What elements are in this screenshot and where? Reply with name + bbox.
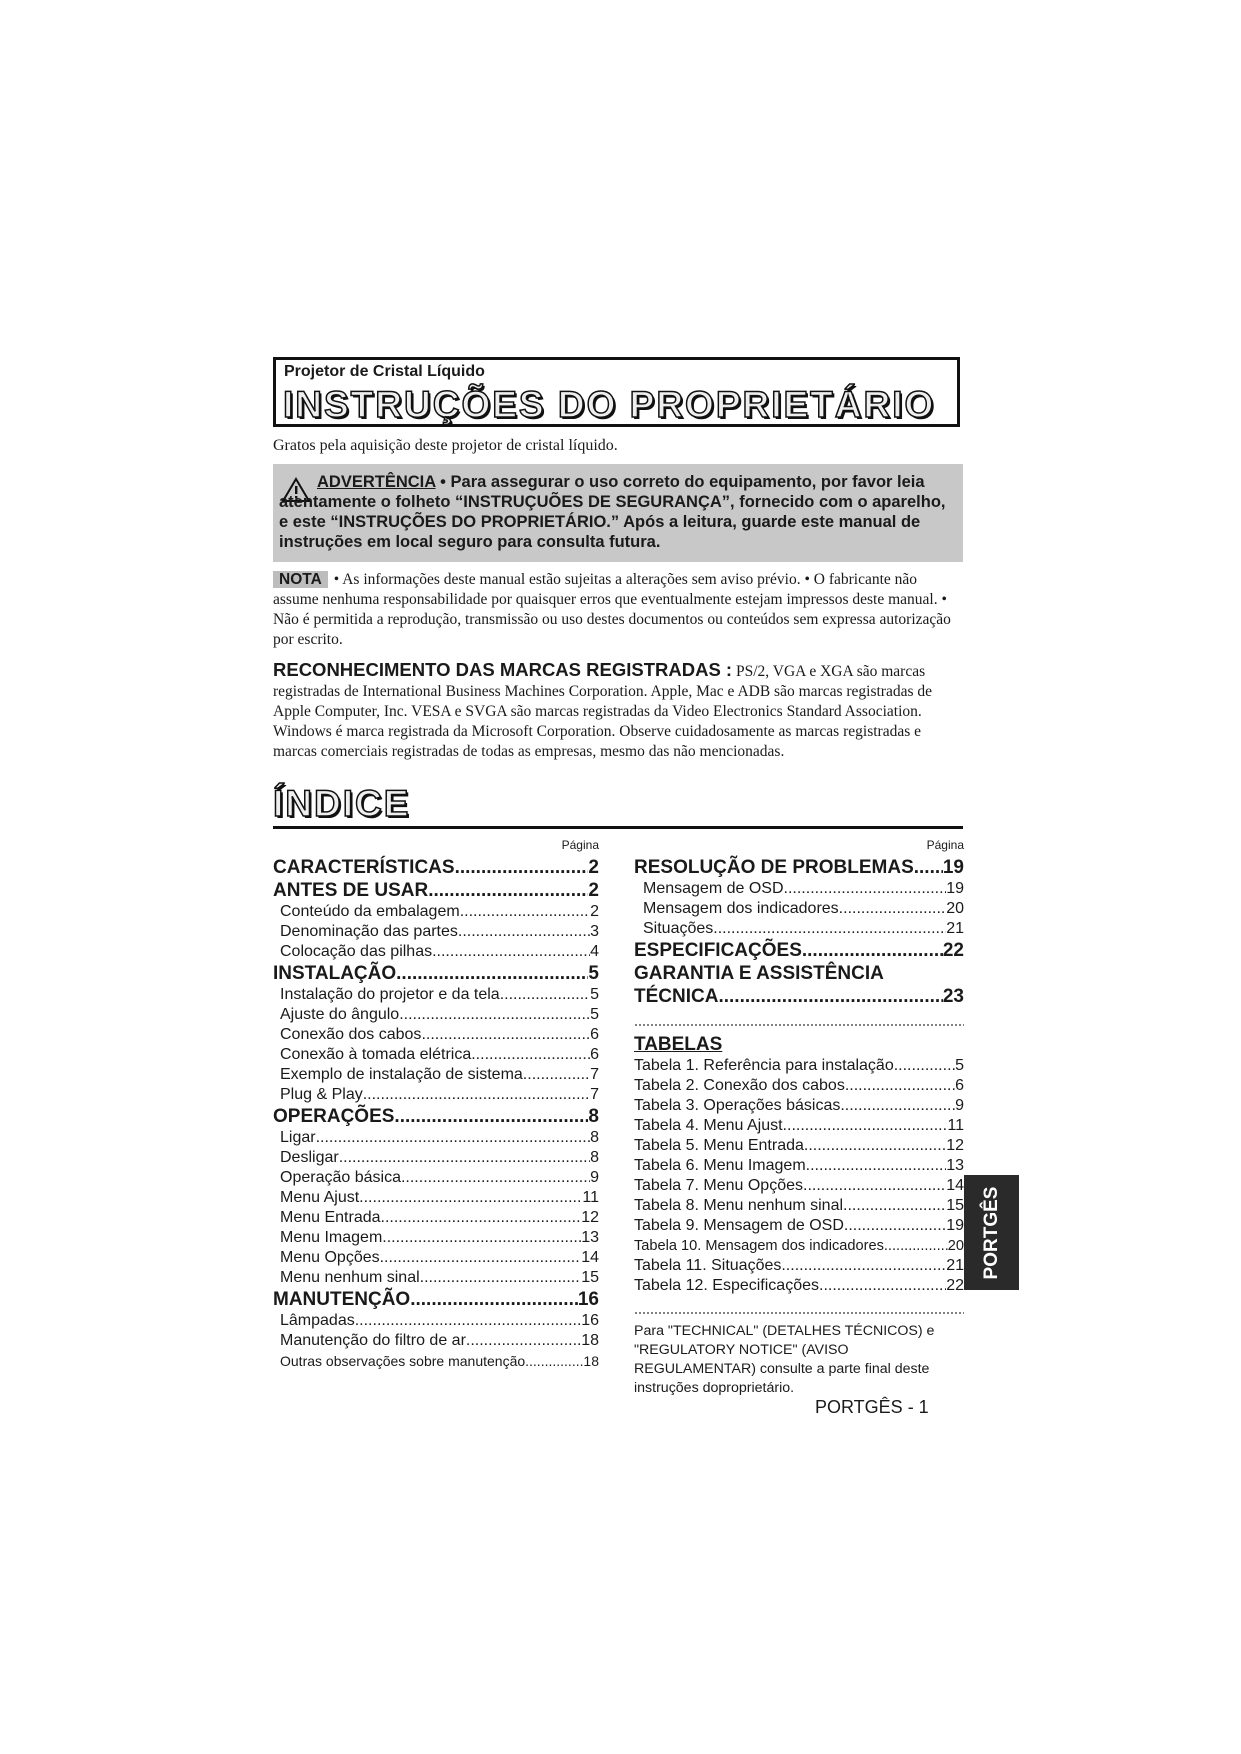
toc-leader-dots <box>783 1116 948 1136</box>
toc-leader-dots <box>355 1311 581 1331</box>
toc-entry-page: 22 <box>946 1277 964 1294</box>
index-divider <box>273 826 963 829</box>
trademarks-heading: RECONHECIMENTO DAS MARCAS REGISTRADAS : <box>273 659 733 680</box>
toc-leader-dots <box>806 1156 947 1176</box>
toc-entry-title: Situações <box>643 920 714 937</box>
toc-leader-dots <box>394 1105 588 1128</box>
toc-entry-page: 21 <box>946 920 964 937</box>
toc-entry-title: Conexão dos cabos <box>280 1026 422 1043</box>
toc-leader-dots <box>410 1288 578 1311</box>
toc-entry-page: 12 <box>946 1137 964 1154</box>
toc-entry-page: 18 <box>583 1353 599 1369</box>
toc-entry-title: Tabela 4. Menu Ajust <box>634 1117 783 1134</box>
toc-entry-title: Menu Opções <box>280 1249 380 1266</box>
table-list-item <box>634 1076 964 1096</box>
toc-entry <box>273 1025 599 1045</box>
toc-leader-dots <box>784 879 947 899</box>
toc-leader-dots <box>363 1085 590 1105</box>
toc-entry-title: Tabela 3. Operações básicas <box>634 1097 841 1114</box>
toc-entry-title: Menu Imagem <box>280 1229 383 1246</box>
toc-entry-title: INSTALAÇÃO <box>273 963 397 984</box>
toc-entry <box>273 1268 599 1288</box>
toc-entry-page: 9 <box>590 1169 599 1186</box>
toc-entry <box>273 942 599 962</box>
toc-entry-title: Tabela 8. Menu nenhum sinal <box>634 1197 844 1214</box>
toc-leader-dots <box>523 1065 590 1085</box>
toc-entry-title: Menu Ajust <box>280 1189 360 1206</box>
toc-entry-page: 7 <box>590 1086 599 1103</box>
trademarks-paragraph <box>273 660 963 762</box>
toc-leader-dots <box>382 1228 581 1248</box>
toc-entry-title: MANUTENÇÃO <box>273 1289 411 1310</box>
toc-entry-title: Tabela 11. Situações <box>634 1257 782 1274</box>
toc-entry-page: 19 <box>942 857 964 878</box>
toc-leader-dots <box>471 1045 590 1065</box>
toc-entry-title: Instalação do projetor e da tela <box>280 986 500 1003</box>
toc-leader-dots <box>455 856 589 879</box>
toc-entry-title: Operação básica <box>280 1169 401 1186</box>
dotted-separator <box>634 1024 964 1026</box>
toc-entry-page: 18 <box>581 1332 599 1349</box>
warning-box <box>273 464 963 562</box>
toc-entry-title: ESPECIFICAÇÕES <box>634 940 802 961</box>
toc-entry-page: 8 <box>590 1129 599 1146</box>
toc-entry-page: 5 <box>955 1057 964 1074</box>
toc-entry-title: Tabela 2. Conexão dos cabos <box>634 1077 845 1094</box>
toc-entry-title: Conexão à tomada elétrica <box>280 1046 472 1063</box>
toc-entry-page: 6 <box>955 1077 964 1094</box>
toc-leader-dots <box>401 1168 590 1188</box>
table-list-item <box>634 1276 964 1296</box>
toc-leader-dots <box>421 1025 590 1045</box>
toc-entry-title: Conteúdo da embalagem <box>280 903 460 920</box>
toc-entry-page: 20 <box>946 900 964 917</box>
toc-entry <box>273 1248 599 1268</box>
nota-paragraph <box>273 570 963 650</box>
toc-entry-title: Desligar <box>280 1149 339 1166</box>
table-list-item <box>634 1236 964 1256</box>
toc-entry-page: 8 <box>590 1149 599 1166</box>
toc-entry-page: 15 <box>581 1269 599 1286</box>
warning-text <box>279 472 954 552</box>
toc-entry-title: Tabela 1. Referência para instalação <box>634 1057 894 1074</box>
tables-list <box>634 1056 964 1296</box>
toc-entry-title: Tabela 12. Especificações <box>634 1277 819 1294</box>
toc-leader-dots <box>781 1256 946 1276</box>
toc-leader-dots <box>399 1005 590 1025</box>
toc-entry-page: 9 <box>955 1097 964 1114</box>
toc-entry <box>634 879 964 899</box>
nota-badge: NOTA <box>273 571 328 588</box>
toc-leader-dots <box>845 1076 955 1096</box>
toc-leader-dots <box>420 1268 582 1288</box>
toc-entry-page: 23 <box>942 986 964 1007</box>
toc-leader-dots <box>381 1208 582 1228</box>
toc-entry-page: 19 <box>946 1217 964 1234</box>
table-list-item <box>634 1256 964 1276</box>
toc-leader-dots <box>316 1128 591 1148</box>
warning-body: • Para assegurar o uso correto do equipamento, por favor leia atentamente o folheto “INSTRUÇUÕES DE SEGURANÇA”, fornecido com o aparelho, e este “INSTRUÇÕES DO PROPRIETÁRIO.” Após a leitura, guarde este manual de instruções em local seguro para consulta futura. <box>279 473 946 551</box>
toc-leader-dots <box>803 1176 946 1196</box>
toc-entry <box>273 1005 599 1025</box>
trademarks-text: PS/2, VGA e XGA são marcas registradas de International Business Machines Corporation. Apple, Mac e ADB são marcas registradas de Apple Computer, Inc. VESA e SVGA são marcas registradas da Video Electronics Standard Association. Windows é marca registrada da Microsoft Corporation. Observe cuidadosamente as marcas registradas e marcas comerciais registradas de todas as empresas, mesmo das não mencionadas. <box>273 663 932 760</box>
table-list-item <box>634 1156 964 1176</box>
toc-entry-title: Lâmpadas <box>280 1312 355 1329</box>
toc-leader-dots <box>844 1216 946 1236</box>
toc-entry-page: 19 <box>946 880 964 897</box>
page-column-label: Página <box>561 838 599 852</box>
toc-entry <box>273 1105 599 1128</box>
toc-leader-dots <box>843 1196 946 1216</box>
toc-entry <box>273 879 599 902</box>
toc-entry-page: 2 <box>588 857 599 878</box>
toc-entry-page: 11 <box>947 1117 964 1134</box>
technical-note: Para "TECHNICAL" (DETALHES TÉCNICOS) e "REGULATORY NOTICE" (AVISO REGULAMENTAR) consulte a parte final deste instruções doproprietário. <box>634 1323 935 1396</box>
table-list-item <box>634 1056 964 1076</box>
toc-entry-title: RESOLUÇÃO DE PROBLEMAS <box>634 857 914 878</box>
toc-leader-dots <box>525 1351 583 1371</box>
index-left-column <box>273 838 599 1371</box>
toc-entry <box>273 922 599 942</box>
language-side-tab <box>964 1175 1019 1290</box>
toc-leader-dots <box>914 856 943 879</box>
toc-entry-title: Ligar <box>280 1129 316 1146</box>
toc-entry-title: Tabela 10. Mensagem dos indicadores <box>634 1238 884 1254</box>
index-right-list <box>634 856 964 1008</box>
toc-leader-dots <box>500 985 590 1005</box>
toc-entry-title: Ajuste do ângulo <box>280 1006 400 1023</box>
toc-leader-dots <box>718 985 942 1008</box>
toc-entry <box>634 919 964 939</box>
toc-leader-dots <box>713 919 946 939</box>
toc-leader-dots <box>884 1236 948 1256</box>
toc-entry <box>634 962 964 985</box>
toc-entry-page: 14 <box>581 1249 599 1266</box>
thanks-text: Gratos pela aquisição deste projetor de cristal líquido. <box>273 437 618 454</box>
toc-leader-dots <box>359 1188 582 1208</box>
toc-entry-page: 4 <box>590 943 599 960</box>
toc-entry-title: GARANTIA E ASSISTÊNCIA <box>634 963 884 984</box>
toc-entry-page: 7 <box>590 1066 599 1083</box>
toc-entry-page: 21 <box>946 1257 964 1274</box>
toc-entry-title: Outras observações sobre manutenção <box>280 1353 526 1369</box>
toc-entry-title: Mensagem de OSD <box>643 880 784 897</box>
toc-leader-dots <box>380 1248 582 1268</box>
document-subtitle: Projetor de Cristal Líquido <box>284 363 485 380</box>
toc-entry <box>634 856 964 879</box>
toc-leader-dots <box>458 922 590 942</box>
toc-entry-page: 2 <box>588 880 599 901</box>
toc-leader-dots <box>840 1096 955 1116</box>
toc-entry <box>273 1331 599 1351</box>
toc-entry-page: 11 <box>582 1189 599 1206</box>
toc-entry-page: 14 <box>946 1177 964 1194</box>
toc-entry-title: Tabela 9. Mensagem de OSD <box>634 1217 844 1234</box>
toc-entry-title: Manutenção do filtro de ar <box>280 1332 466 1349</box>
toc-entry-title: OPERAÇÕES <box>273 1106 395 1127</box>
toc-leader-dots <box>432 942 590 962</box>
language-side-tab-label: PORTGÊS <box>980 1186 1002 1279</box>
toc-entry-title: Menu nenhum sinal <box>280 1269 420 1286</box>
toc-leader-dots <box>466 1331 581 1351</box>
toc-entry-page: 5 <box>590 986 599 1003</box>
toc-entry-page: 16 <box>581 1312 599 1329</box>
toc-entry-page: 22 <box>942 940 964 961</box>
table-list-item <box>634 1196 964 1216</box>
index-right-column <box>634 838 964 1398</box>
toc-entry <box>273 1228 599 1248</box>
tables-heading: TABELAS <box>634 1034 723 1055</box>
toc-entry-title: ANTES DE USAR <box>273 880 429 901</box>
toc-entry-page: 3 <box>590 923 599 940</box>
page-column-label: Página <box>926 838 964 852</box>
toc-entry-title: Denominação das partes <box>280 923 458 940</box>
toc-entry <box>634 985 964 1008</box>
toc-entry <box>273 1085 599 1105</box>
table-list-item <box>634 1096 964 1116</box>
dotted-separator <box>634 1312 964 1314</box>
toc-entry-page: 2 <box>590 903 599 920</box>
toc-leader-dots <box>396 962 588 985</box>
table-list-item <box>634 1176 964 1196</box>
toc-entry-title: Menu Entrada <box>280 1209 381 1226</box>
toc-entry-page: 5 <box>588 963 599 984</box>
toc-entry-page: 13 <box>946 1157 964 1174</box>
toc-entry-title: TÉCNICA <box>634 986 719 1007</box>
toc-entry <box>273 1128 599 1148</box>
toc-entry-page: 16 <box>577 1289 599 1310</box>
toc-leader-dots <box>819 1276 946 1296</box>
toc-leader-dots <box>894 1056 955 1076</box>
toc-entry-page: 8 <box>588 1106 599 1127</box>
nota-text: • As informações deste manual estão sujeitas a alterações sem aviso prévio. • O fabricante não assume nenhuma responsabilidade por quaisquer erros que eventualmente estejam impressos deste manual. • Não é permitida a reprodução, transmissão ou uso destes documentos ou conteúdos sem expressa autorização por escrito. <box>273 571 951 648</box>
toc-entry-title: Plug & Play <box>280 1086 363 1103</box>
table-list-item <box>634 1136 964 1156</box>
toc-entry <box>273 1168 599 1188</box>
index-left-list <box>273 856 599 1371</box>
toc-entry-page: 20 <box>947 1238 964 1254</box>
toc-entry <box>273 985 599 1005</box>
toc-entry <box>273 902 599 922</box>
toc-leader-dots <box>339 1148 590 1168</box>
toc-entry <box>634 939 964 962</box>
index-title: ÍNDICE <box>273 783 411 824</box>
toc-entry <box>273 1188 599 1208</box>
toc-leader-dots <box>804 1136 946 1156</box>
toc-leader-dots <box>428 879 588 902</box>
warning-label: ADVERTÊNCIA <box>317 473 436 491</box>
toc-entry-title: Exemplo de instalação de sistema <box>280 1066 523 1083</box>
toc-entry-title: Tabela 7. Menu Opções <box>634 1177 803 1194</box>
table-list-item <box>634 1216 964 1236</box>
toc-entry-page: 12 <box>581 1209 599 1226</box>
toc-leader-dots <box>802 939 943 962</box>
toc-entry <box>273 1311 599 1331</box>
toc-entry-title: Mensagem dos indicadores <box>643 900 839 917</box>
toc-entry-page: 6 <box>590 1026 599 1043</box>
document-title: INSTRUÇÕES DO PROPRIETÁRIO <box>283 384 936 425</box>
toc-leader-dots <box>839 899 947 919</box>
toc-entry-title: Tabela 6. Menu Imagem <box>634 1157 806 1174</box>
toc-entry <box>273 1208 599 1228</box>
toc-entry-page: 15 <box>946 1197 964 1214</box>
toc-entry <box>273 1288 599 1311</box>
toc-entry <box>634 899 964 919</box>
toc-entry <box>273 1065 599 1085</box>
toc-entry <box>273 856 599 879</box>
toc-entry <box>273 962 599 985</box>
toc-leader-dots <box>460 902 590 922</box>
toc-entry-title: CARACTERÍSTICAS <box>273 857 455 878</box>
toc-entry-title: Tabela 5. Menu Entrada <box>634 1137 804 1154</box>
toc-entry-page: 6 <box>590 1046 599 1063</box>
toc-entry <box>273 1045 599 1065</box>
toc-entry <box>273 1351 599 1371</box>
toc-entry-page: 13 <box>581 1229 599 1246</box>
toc-entry-page: 5 <box>590 1006 599 1023</box>
table-list-item <box>634 1116 964 1136</box>
toc-entry-title: Colocação das pilhas <box>280 943 433 960</box>
title-box <box>273 357 960 427</box>
page-number: PORTGÊS - 1 <box>815 1397 929 1417</box>
toc-entry <box>273 1148 599 1168</box>
